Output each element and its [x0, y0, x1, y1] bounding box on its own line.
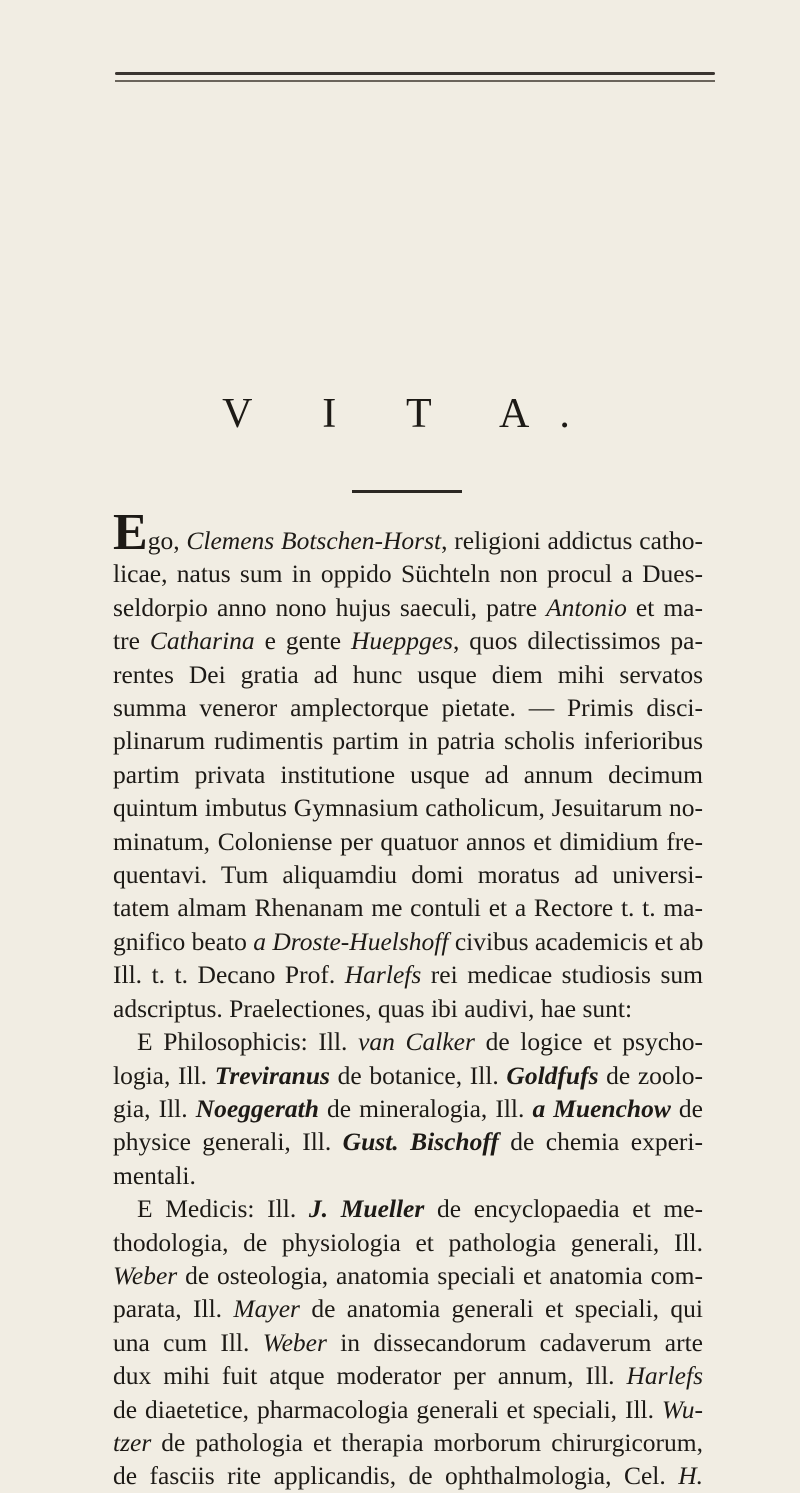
text-line: [113, 624, 703, 657]
text-line: [113, 691, 703, 724]
text-run: summa veneror amplectorque pietate. — Primis disci-: [113, 693, 703, 723]
name-text: H.: [678, 1461, 703, 1491]
text-run: tatem almam Rhenanam me contuli et a Rectore t. t. ma-: [113, 893, 703, 923]
name-text: Weber: [262, 1327, 327, 1357]
text-line: [113, 1326, 703, 1359]
text-line: [113, 1226, 703, 1259]
text-line: [113, 1459, 703, 1492]
text-run: de fasciis rite applicandis, de ophthalmologia, Cel.: [113, 1461, 679, 1491]
text-run: gia, Ill.: [113, 1093, 196, 1123]
text-run: , religioni addictus catho-: [441, 526, 704, 555]
text-line: [113, 1359, 703, 1392]
text-line: [113, 758, 703, 791]
text-run: E Medicis: Ill.: [137, 1194, 309, 1224]
name-text: Hueppges: [350, 626, 453, 656]
text-run: licae, natus sum in oppido Süchteln non procul a Dues-: [113, 559, 703, 589]
name-text: Clemens Botschen-Horst: [186, 526, 442, 555]
drop-cap: E: [113, 504, 148, 561]
text-line: [113, 1159, 703, 1192]
name-text: Harlefs: [626, 1361, 703, 1391]
text-run: rentes Dei gratia ad hunc usque diem mihi servatos: [113, 659, 703, 689]
text-run: quentavi. Tum aliquamdiu domi moratus ad universi-: [113, 860, 703, 890]
text-run: plinarum rudimentis partim in patria scholis inferioribus: [113, 726, 703, 756]
name-text: Weber: [113, 1260, 178, 1290]
name-text: Antonio: [546, 592, 627, 622]
text-run: et ma-: [626, 592, 703, 622]
text-run: de zoolo-: [598, 1060, 704, 1090]
text-run: de encyclopaedia et me-: [424, 1194, 703, 1224]
name-text: Noeggerath: [195, 1093, 319, 1123]
text-run: mentali.: [113, 1160, 196, 1190]
text-line: [113, 1092, 703, 1125]
text-run: physice generali, Ill.: [113, 1127, 343, 1157]
text-line: [113, 658, 703, 691]
name-text: Goldfufs: [506, 1060, 599, 1090]
text-run: de pathologia et therapia morborum chirurgicorum,: [151, 1427, 703, 1457]
text-line: [113, 1059, 703, 1092]
text-run: seldorpio anno nono hujus saeculi, patre: [113, 592, 547, 622]
vita-body-text: [113, 504, 704, 1493]
text-run: rei medicae studiosis sum: [421, 960, 703, 990]
text-run: de logice et psycho-: [474, 1027, 704, 1057]
text-run: minatum, Coloniense per quatuor annos et dimidium fre-: [113, 826, 703, 856]
top-rule-thin: [115, 80, 715, 82]
text-run: tre: [113, 626, 150, 656]
top-rule: [115, 72, 715, 75]
text-line: [113, 858, 703, 891]
text-line: [113, 992, 703, 1025]
text-run: in dissecandorum cadaverum arte: [326, 1327, 703, 1357]
text-run: gnifico beato: [113, 926, 254, 956]
text-run: , quos dilectissimos pa-: [452, 626, 703, 656]
text-run: thodologia, de physiologia et pathologia generali, Ill.: [113, 1227, 703, 1257]
text-line: [113, 791, 703, 824]
text-run: adscriptus. Praelectiones, quas ibi audivi, hae sunt:: [113, 993, 633, 1023]
text-line: [113, 1025, 703, 1058]
text-run: partim privata institutione usque ad annum decimum: [113, 759, 703, 789]
name-text: Mayer: [233, 1294, 300, 1324]
text-run: e gente: [254, 626, 351, 656]
text-run: de anatomia generali et speciali, qui: [299, 1294, 703, 1324]
text-line: [113, 1125, 703, 1158]
text-run: logia, Ill.: [113, 1060, 215, 1090]
name-text: tzer: [113, 1427, 152, 1457]
title-underline: [352, 490, 462, 493]
text-line: [113, 958, 703, 991]
text-run: una cum Ill.: [113, 1327, 263, 1357]
text-line: [113, 825, 703, 858]
name-text: Treviranus: [214, 1060, 330, 1090]
text-line: [113, 1292, 703, 1325]
text-run: civibus academicis et ab: [448, 926, 704, 956]
text-run: parata, Ill.: [113, 1294, 234, 1324]
text-line: [113, 891, 703, 924]
text-line: [113, 591, 703, 624]
text-line: [113, 1192, 703, 1225]
text-run: de botanice, Ill.: [329, 1060, 507, 1090]
name-text: a Droste-Huelshoff: [253, 926, 449, 956]
text-line: [113, 724, 703, 757]
text-run: de mineralogia, Ill.: [318, 1093, 533, 1123]
text-run: de osteologia, anatomia speciali et anatomia com-: [177, 1260, 703, 1290]
text-run: go,: [147, 526, 187, 555]
text-line: [113, 557, 703, 590]
text-line: [113, 504, 704, 561]
page-title: V I T A.: [222, 391, 600, 438]
text-run: Ill. t. t. Decano Prof.: [113, 960, 345, 990]
name-text: Gust. Bischoff: [342, 1127, 499, 1157]
text-line: [113, 1259, 703, 1292]
name-text: van Calker: [358, 1027, 475, 1057]
name-text: Harlefs: [344, 960, 422, 990]
text-run: dux mihi fuit atque moderator per annum, Ill.: [113, 1361, 627, 1391]
name-text: Wu-: [661, 1394, 703, 1424]
name-text: a Muenchow: [532, 1093, 671, 1123]
text-run: de chemia experi-: [498, 1127, 703, 1157]
text-line: [113, 925, 703, 958]
text-line: [113, 1393, 703, 1426]
text-run: de: [670, 1093, 703, 1123]
text-run: E Philosophicis: Ill.: [137, 1027, 359, 1057]
name-text: Catharina: [149, 626, 255, 656]
text-line: [113, 1426, 703, 1459]
text-run: de diaetetice, pharmacologia generali et speciali, Ill.: [113, 1394, 662, 1424]
name-text: J. Mueller: [308, 1194, 425, 1224]
text-run: quintum imbutus Gymnasium catholicum, Jesuitarum no-: [113, 793, 703, 823]
